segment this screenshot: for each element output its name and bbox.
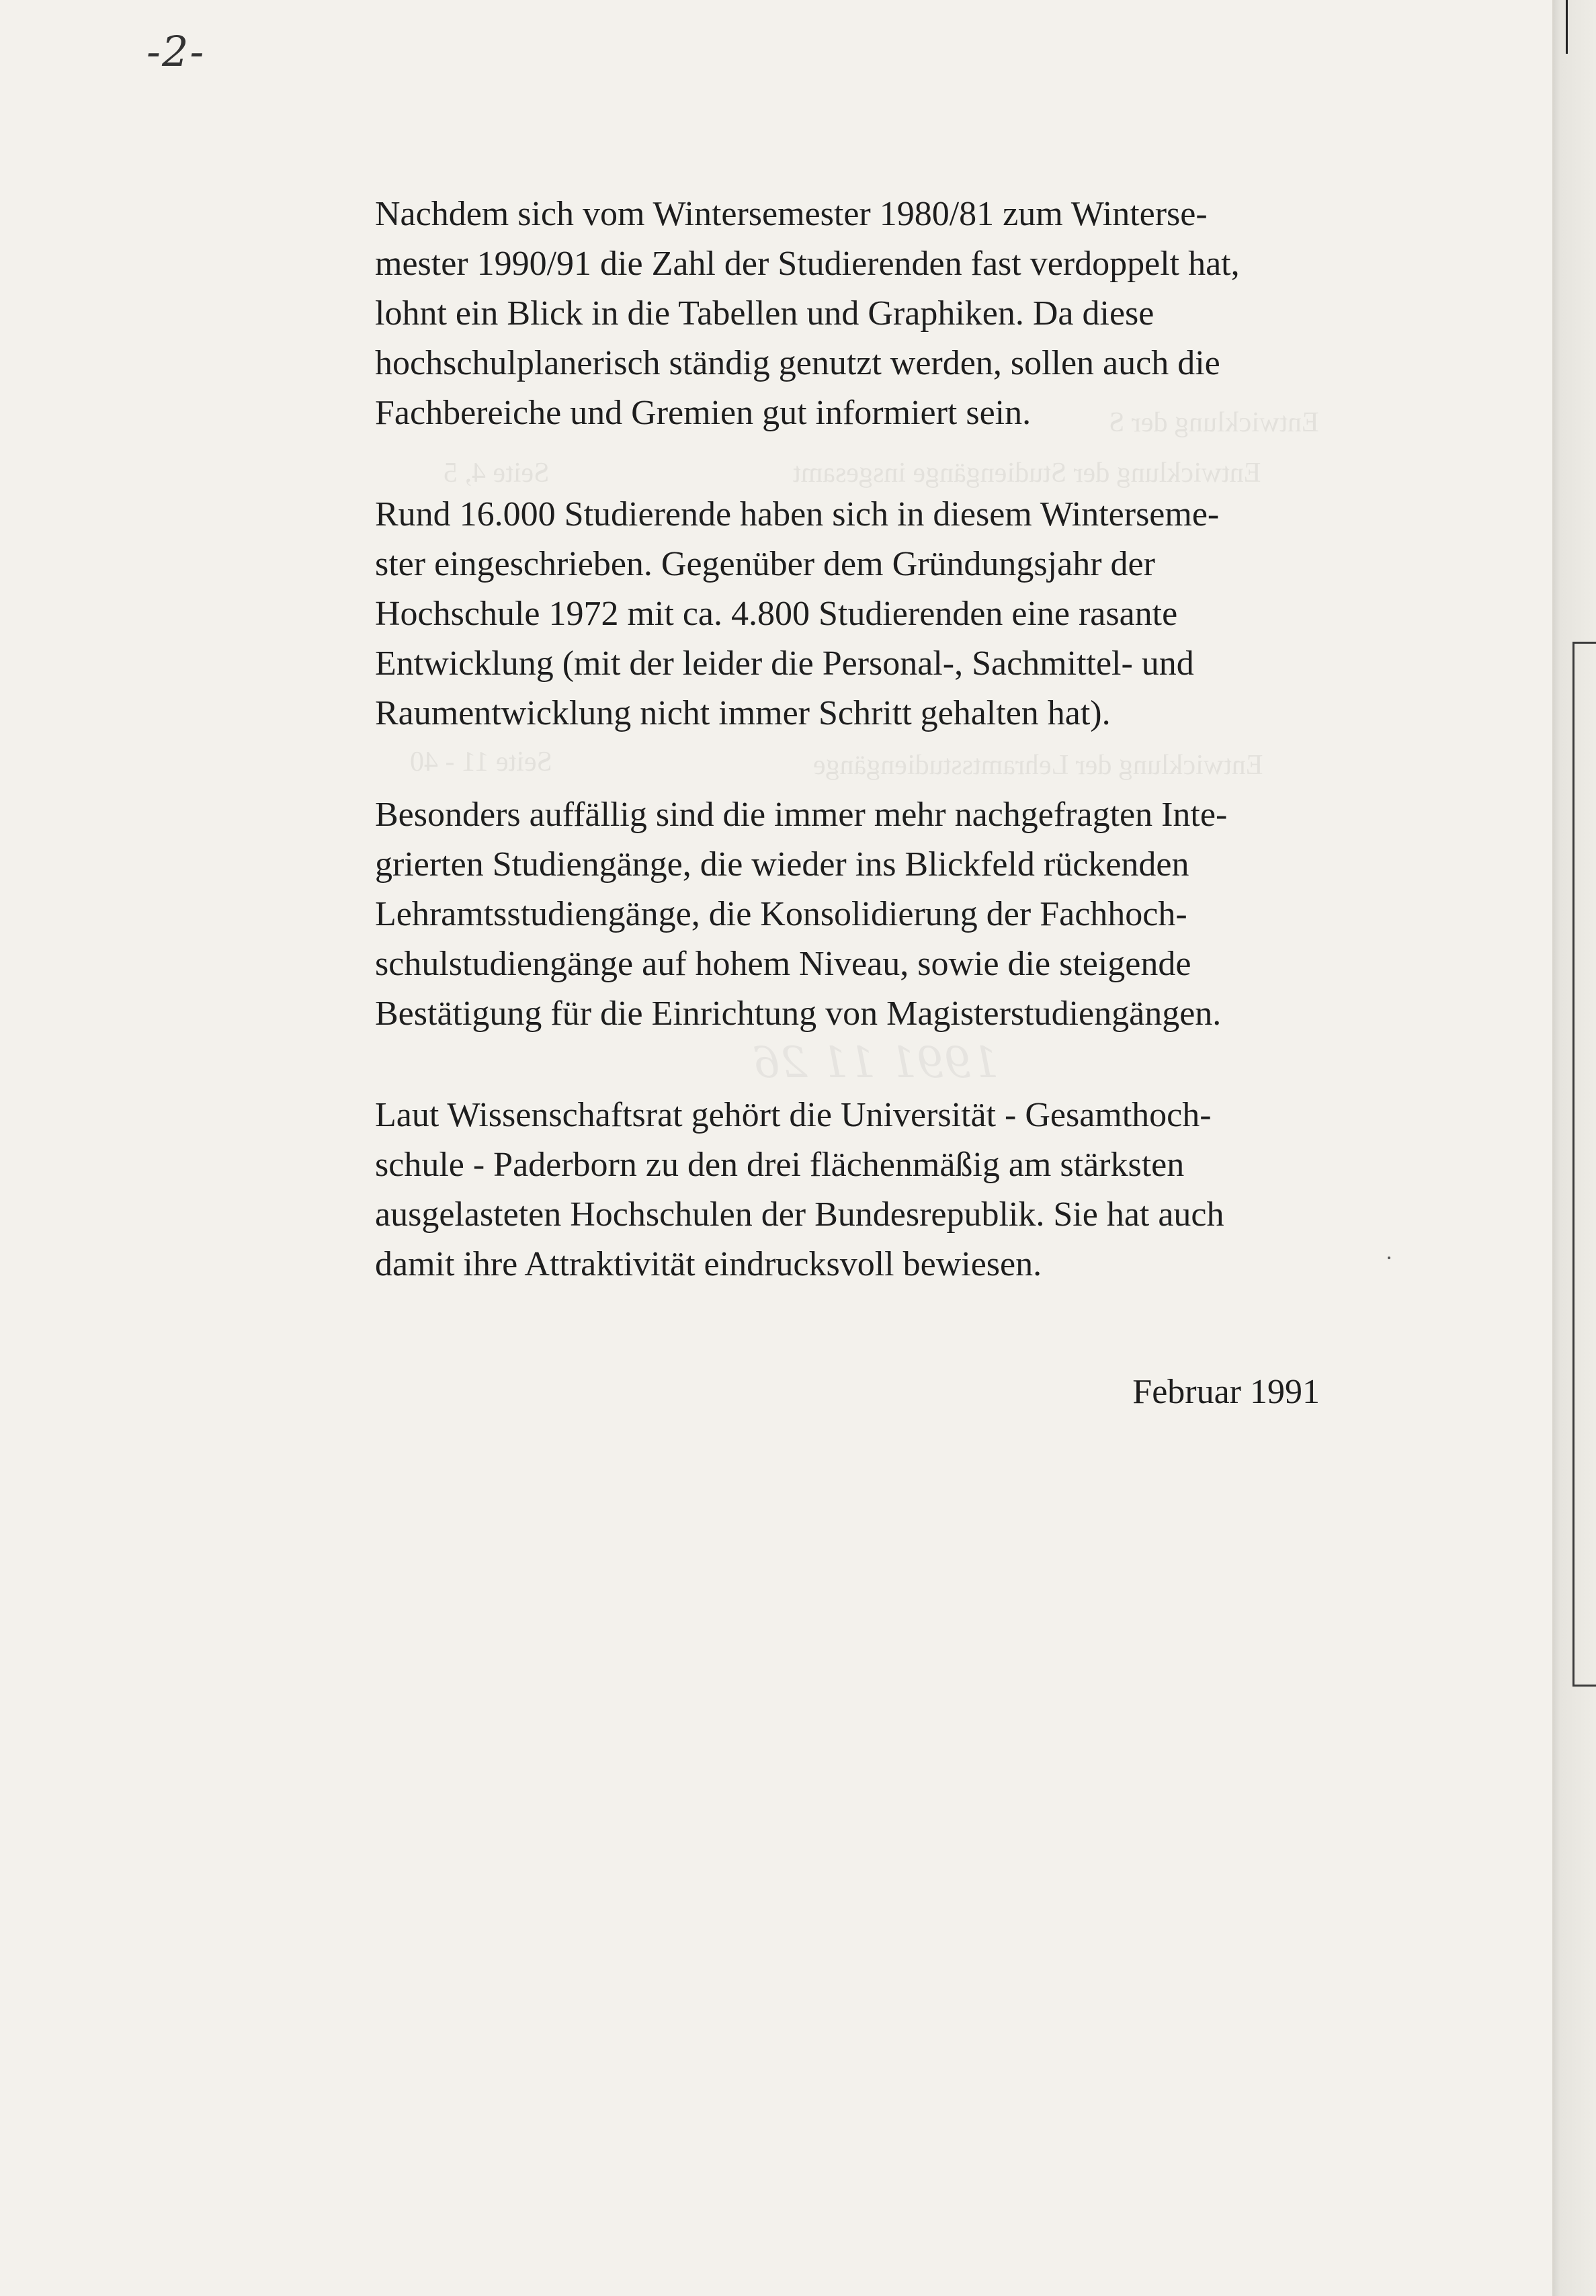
- body-text: [375, 189, 1328, 1341]
- bleed-through-text: Seite 4, 5: [444, 458, 550, 488]
- bleed-through-text: Entwicklung der S: [1109, 407, 1319, 438]
- speck-mark: [1388, 1257, 1390, 1259]
- paragraph-2: Rund 16.000 Studierende haben sich in diesem Winterseme- ster eingeschrieben. Gegenüber dem Gründungsjahr der Hochschule 1972 mit ca. 4.800 Studierenden eine rasante Entwicklung (mit der leider die Personal-, Sachmittel- und Raumentwicklung nicht immer Schritt gehalten hat).: [375, 495, 1220, 732]
- document-date: Februar 1991: [1132, 1373, 1320, 1411]
- edge-line: [1566, 0, 1568, 54]
- bleed-through-text: Entwicklung der Lehramtsstudiengänge: [813, 750, 1263, 781]
- bleed-through-text: Seite 11 - 40: [410, 747, 552, 777]
- bleed-through-handwriting: 1991 11 26: [753, 1038, 999, 1088]
- paragraph-1: Nachdem sich vom Wintersemester 1980/81 zum Winterse- mester 1990/91 die Zahl der Studierenden fast verdoppelt hat, lohnt ein Blick in die Tabellen und Graphiken. Da diese hochschulplanerisch ständig genutzt werden, sollen auch die Fachbereiche und Gremien gut informiert sein.: [375, 195, 1240, 432]
- edge-bracket: [1572, 642, 1596, 1687]
- handwritten-page-number: -2-: [146, 27, 206, 76]
- paragraph-3: Besonders auffällig sind die immer mehr nachgefragten Inte- grierten Studiengänge, die wieder ins Blickfeld rückenden Lehramtsstudiengänge, die Konsolidierung der Fachhoch- schulstudiengänge auf hohem Niveau, sowie die steigende Bestätigung für die Einrichtung von Magisterstudiengängen.: [375, 796, 1228, 1033]
- bleed-through-text: Entwicklung der Studiengänge insgesamt: [793, 458, 1261, 488]
- paragraph-4: Laut Wissenschaftsrat gehört die Universität - Gesamthoch- schule - Paderborn zu den drei flächenmäßig am stärksten ausgelasteten Hochschulen der Bundesrepublik. Sie hat auch damit ihre Attraktivität eindrucksvoll bewiesen.: [375, 1096, 1224, 1283]
